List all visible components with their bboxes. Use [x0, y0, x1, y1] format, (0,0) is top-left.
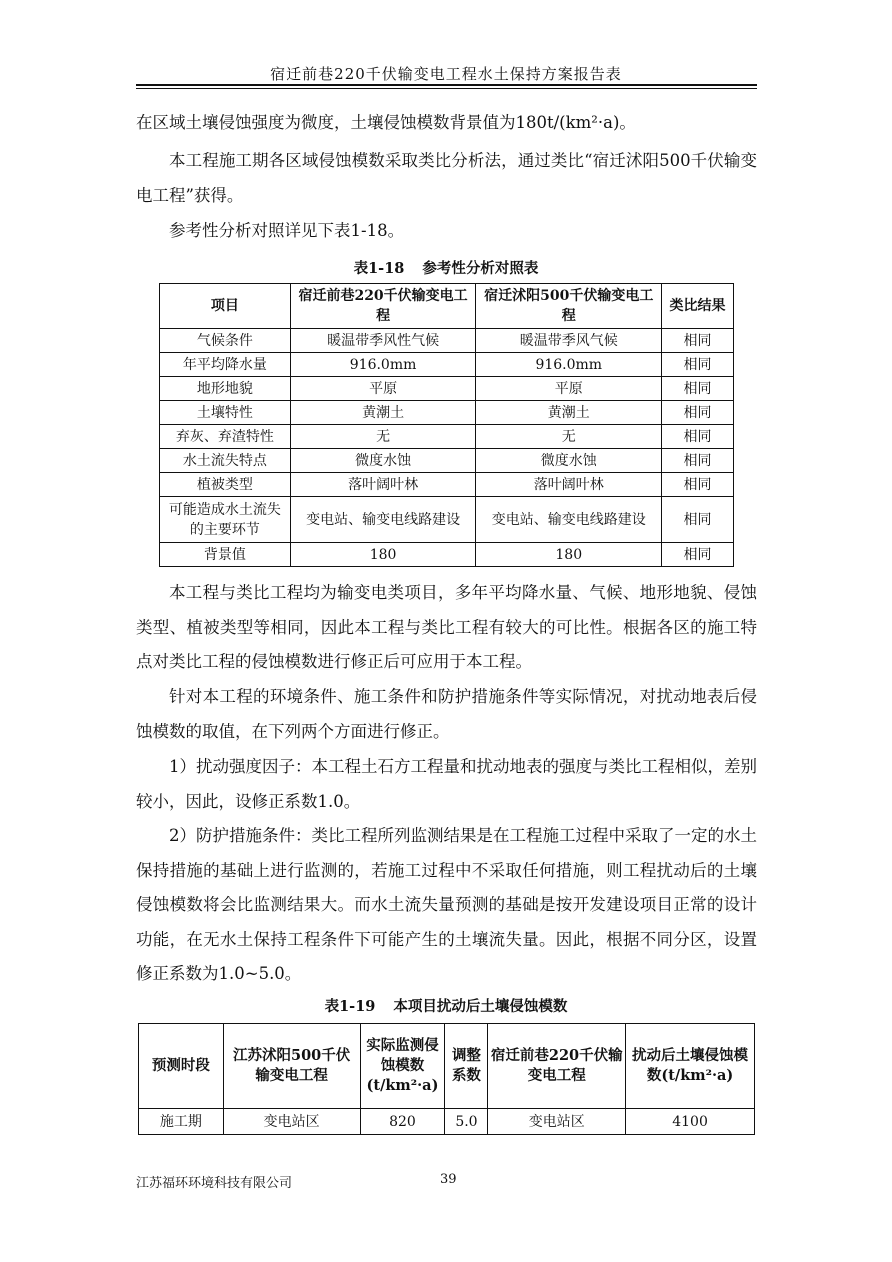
erosion-modulus-table: [138, 1023, 755, 1135]
table-cell: 相同: [662, 449, 734, 473]
table-cell: 暖温带季风性气候: [290, 329, 476, 353]
paragraph-comparability: 本工程与类比工程均为输变电类项目，多年平均降水量、气候、地形地貌、侵蚀类型、植被类型等相同，因此本工程与类比工程有较大的可比性。根据各区的施工特点对类比工程的侵蚀模数进行修正后可应用于本工程。: [136, 583, 757, 671]
column-header: 宿迁前巷220千伏输变电工程: [290, 284, 476, 329]
table-cell: 变电站区: [488, 1109, 626, 1135]
table-header-row: [139, 1024, 755, 1109]
table-cell: 微度水蚀: [290, 449, 476, 473]
paragraph-background-erosion: 在区域土壤侵蚀强度为微度，土壤侵蚀模数背景值为180t/(km²·a)。: [136, 113, 636, 132]
table-cell: 地形地貌: [160, 377, 291, 401]
table-cell: 平原: [476, 377, 662, 401]
paragraph-protection-factor: 2）防护措施条件：类比工程所列监测结果是在工程施工过程中采取了一定的水土保持措施的基础上进行监测的，若施工过程中不采取任何措施，则工程扰动后的土壤侵蚀模数将会比监测结果大。而水土流失量预测的基础是按开发建设项目正常的设计功能，在无水土保持工程条件下可能产生的土壤流失量。因此，根据不同分区，设置修正系数为1.0~5.0。: [136, 826, 757, 983]
table-cell: 916.0mm: [476, 353, 662, 377]
table-cell: 变电站、输变电线路建设: [476, 497, 662, 543]
column-header: 扰动后土壤侵蚀模数(t/km²·a): [626, 1024, 755, 1109]
table-cell: 平原: [290, 377, 476, 401]
table-cell: 微度水蚀: [476, 449, 662, 473]
table-cell: 可能造成水土流失的主要环节: [160, 497, 291, 543]
table-cell: 土壤特性: [160, 401, 291, 425]
table-cell: 4100: [626, 1109, 755, 1135]
table-cell: 变电站、输变电线路建设: [290, 497, 476, 543]
table-row: [160, 425, 734, 449]
table-cell: 落叶阔叶林: [476, 473, 662, 497]
table-row: [160, 449, 734, 473]
table-18-caption-number: 表1-18: [353, 260, 405, 277]
header-rule-thin: [136, 88, 757, 89]
table-cell: 相同: [662, 543, 734, 567]
table-row: [160, 497, 734, 543]
table-19-caption: [0, 995, 892, 1016]
table-cell: 相同: [662, 329, 734, 353]
table-cell: 相同: [662, 353, 734, 377]
table-cell: 施工期: [139, 1109, 224, 1135]
table-cell: 背景值: [160, 543, 291, 567]
column-header: 宿迁前巷220千伏输变电工程: [488, 1024, 626, 1109]
page-number: 39: [440, 1172, 457, 1187]
table-cell: 暖温带季风气候: [476, 329, 662, 353]
table-cell: 黄潮土: [290, 401, 476, 425]
table-row: [160, 377, 734, 401]
column-header: 调整系数: [445, 1024, 488, 1109]
table-cell: 相同: [662, 401, 734, 425]
table-cell: 相同: [662, 497, 734, 543]
paragraph-correction-intro: 针对本工程的环境条件、施工条件和防护措施条件等实际情况，对扰动地表后侵蚀模数的取值，在下列两个方面进行修正。: [136, 687, 757, 741]
paragraph-analogy-method: 本工程施工期各区域侵蚀模数采取类比分析法，通过类比“宿迁沭阳500千伏输变电工程”获得。: [136, 151, 757, 205]
paragraph-disturbance-factor: 1）扰动强度因子：本工程土石方工程量和扰动地表的强度与类比工程相似，差别较小，因此，设修正系数1.0。: [136, 757, 757, 811]
table-cell: 无: [290, 425, 476, 449]
table-row: [139, 1109, 755, 1135]
table-cell: 180: [476, 543, 662, 567]
table-header-row: [160, 284, 734, 329]
table-cell: 变电站区: [223, 1109, 360, 1135]
table-cell: 年平均降水量: [160, 353, 291, 377]
table-19-caption-title: 本项目扰动后土壤侵蚀模数: [393, 998, 568, 1015]
column-header: 实际监测侵蚀模数(t/km²·a): [360, 1024, 445, 1109]
table-row: [160, 543, 734, 567]
table-cell: 相同: [662, 425, 734, 449]
table-18-caption-title: 参考性分析对照表: [422, 260, 539, 277]
table-cell: 5.0: [445, 1109, 488, 1135]
table-cell: 弃灰、弃渣特性: [160, 425, 291, 449]
header-rule: [136, 84, 757, 86]
column-header: 类比结果: [662, 284, 734, 329]
table-cell: 植被类型: [160, 473, 291, 497]
footer-company-name: 江苏福环环境科技有限公司: [136, 1176, 293, 1191]
table-row: [160, 401, 734, 425]
table-cell: 820: [360, 1109, 445, 1135]
table-row: [160, 353, 734, 377]
table-cell: 相同: [662, 473, 734, 497]
table-19-caption-number: 表1-19: [324, 998, 376, 1015]
table-cell: 无: [476, 425, 662, 449]
table-cell: 黄潮土: [476, 401, 662, 425]
table-cell: 水土流失特点: [160, 449, 291, 473]
table-row: [160, 473, 734, 497]
table-cell: 180: [290, 543, 476, 567]
table-row: [160, 329, 734, 353]
table-cell: 916.0mm: [290, 353, 476, 377]
table-cell: 落叶阔叶林: [290, 473, 476, 497]
table-cell: 气候条件: [160, 329, 291, 353]
table-cell: 相同: [662, 377, 734, 401]
column-header: 江苏沭阳500千伏输变电工程: [223, 1024, 360, 1109]
page-header-title: 宿迁前巷220千伏输变电工程水土保持方案报告表: [270, 65, 622, 83]
table-18-caption: [0, 257, 892, 278]
column-header: 宿迁沭阳500千伏输变电工程: [476, 284, 662, 329]
paragraph-table-reference: 参考性分析对照详见下表1-18。: [169, 221, 405, 240]
column-header: 项目: [160, 284, 291, 329]
reference-comparison-table: [159, 283, 734, 567]
column-header: 预测时段: [139, 1024, 224, 1109]
